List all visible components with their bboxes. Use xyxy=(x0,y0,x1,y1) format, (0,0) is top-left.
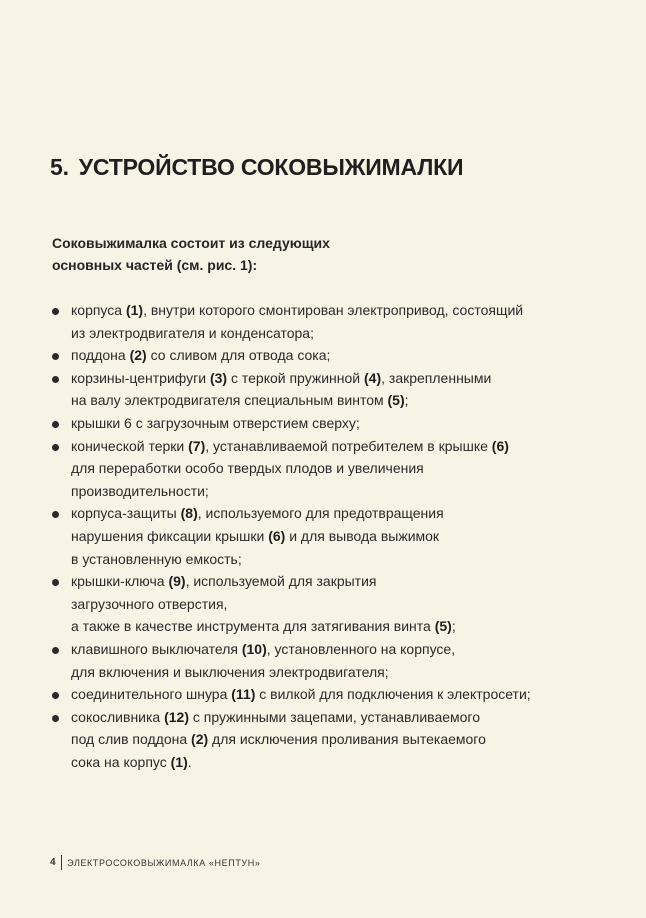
list-item-text: , устанавливаемой потребителем в крышке xyxy=(205,437,492,454)
part-reference-number: (2) xyxy=(191,731,209,748)
list-item-text: крышки 6 с загрузочным отверстием сверху; xyxy=(71,414,360,431)
list-item-text: , используемой для закрытия xyxy=(185,573,377,590)
part-reference-number: (6) xyxy=(268,527,286,544)
list-item-text: производительности; xyxy=(71,482,209,499)
list-item-text: с вилкой для подключения к электросети; xyxy=(255,686,531,703)
section-number: 5. xyxy=(50,154,69,180)
list-item-line xyxy=(71,525,612,548)
part-reference-number: (2) xyxy=(129,347,147,364)
list-item-line xyxy=(71,593,612,616)
part-reference-number: (6) xyxy=(491,437,509,454)
list-item-text: из электродвигателя и конденсатора; xyxy=(71,324,314,341)
list-item-text: для включения и выключения электродвигателя; xyxy=(71,663,389,680)
list-item xyxy=(52,412,612,435)
list-item-text: корзины-центрифуги xyxy=(71,369,210,386)
list-item xyxy=(52,299,612,344)
intro-paragraph xyxy=(52,232,392,276)
intro-line: основных частей (см. рис. 1): xyxy=(52,257,258,273)
list-item-line xyxy=(71,638,612,661)
part-reference-number: (8) xyxy=(180,505,198,522)
list-item xyxy=(52,570,612,638)
list-item-line xyxy=(71,367,612,390)
list-item-text: конической терки xyxy=(71,437,189,454)
list-item-line xyxy=(71,344,612,367)
list-item xyxy=(52,502,612,570)
list-item-line xyxy=(71,502,612,525)
section-heading xyxy=(50,154,463,181)
intro-line: Соковыжималка состоит из следующих xyxy=(52,235,330,251)
list-item-text: со сливом для отвода сока; xyxy=(146,347,331,364)
list-item-text: поддона xyxy=(71,347,130,364)
part-reference-number: (10) xyxy=(241,640,267,657)
list-item-text: на валу электродвигателя специальным винтом xyxy=(71,392,388,409)
list-item-text: под слив поддона xyxy=(71,731,192,748)
part-reference-number: (4) xyxy=(364,369,382,386)
list-item-text: с теркой пружинной xyxy=(227,369,364,386)
list-item-line xyxy=(71,480,612,503)
running-title: ЭЛЕКТРОСОКОВЫЖИМАЛКА «НЕПТУН» xyxy=(67,857,261,868)
part-reference-number: (9) xyxy=(168,573,186,590)
part-reference-number: (5) xyxy=(387,392,405,409)
list-item-text: ; xyxy=(404,392,409,409)
list-item-line xyxy=(71,706,612,729)
list-item-text: соединительного шнура xyxy=(71,686,232,703)
list-item-text: клавишного выключателя xyxy=(71,640,242,657)
list-item xyxy=(52,683,612,706)
list-item-text: для исключения проливания вытекаемого xyxy=(208,731,486,748)
list-item-line xyxy=(71,435,612,458)
list-item-line xyxy=(71,548,612,571)
list-item-line xyxy=(71,683,612,706)
list-item-text: корпуса xyxy=(71,302,126,318)
list-item-text: , закрепленными xyxy=(381,369,492,386)
footer-divider xyxy=(61,855,62,870)
list-item-line xyxy=(71,751,612,774)
part-reference-number: (3) xyxy=(209,369,228,386)
list-item xyxy=(52,344,612,367)
list-item-text: для переработки особо твердых плодов и увеличения xyxy=(71,460,424,477)
list-item-line xyxy=(71,322,612,345)
list-item xyxy=(52,435,612,503)
list-item-text: в установленную емкость; xyxy=(71,550,242,567)
list-item xyxy=(52,706,612,774)
part-reference-number: (12) xyxy=(164,708,190,725)
list-item xyxy=(52,367,612,412)
part-reference-number: (7) xyxy=(188,437,206,454)
list-item-text: сока на корпус xyxy=(71,753,171,770)
list-item-text: а также в качестве инструмента для затягивания винта xyxy=(71,618,435,635)
list-item-line xyxy=(71,728,612,751)
section-title: УСТРОЙСТВО СОКОВЫЖИМАЛКИ xyxy=(78,154,464,180)
list-item-text: сокосливника xyxy=(71,708,165,725)
list-item xyxy=(52,638,612,683)
part-reference-number: (1) xyxy=(125,302,144,318)
list-item-text: и для вывода выжимок xyxy=(285,527,440,544)
list-item-line xyxy=(71,661,612,684)
page-number: 4 xyxy=(50,857,57,868)
list-item-text: загрузочного отверстия, xyxy=(71,595,228,612)
list-item-text: , используемого для предотвращения xyxy=(197,505,444,522)
list-item-text: . xyxy=(187,753,192,770)
part-reference-number: (11) xyxy=(231,686,256,703)
list-item-text: с пружинными зацепами, устанавливаемого xyxy=(189,708,481,725)
list-item-line xyxy=(71,615,612,638)
part-reference-number: (1) xyxy=(170,753,188,770)
list-item-text: нарушения фиксации крышки xyxy=(71,527,269,544)
page-footer xyxy=(50,855,260,870)
list-item-text: корпуса-защиты xyxy=(71,505,181,522)
list-item-line xyxy=(71,570,612,593)
list-item-text: , внутри которого смонтирован электропривод, состоящий xyxy=(143,302,524,318)
list-item-text: , установленного на корпусе, xyxy=(266,640,456,657)
list-item-line xyxy=(71,412,612,435)
list-item-text: ; xyxy=(451,618,456,635)
list-item-line xyxy=(71,389,612,412)
list-item-line xyxy=(71,457,612,480)
part-reference-number: (5) xyxy=(434,618,452,635)
list-item-line xyxy=(71,299,612,322)
list-item-text: крышки-ключа xyxy=(71,573,169,590)
parts-list xyxy=(52,299,612,773)
